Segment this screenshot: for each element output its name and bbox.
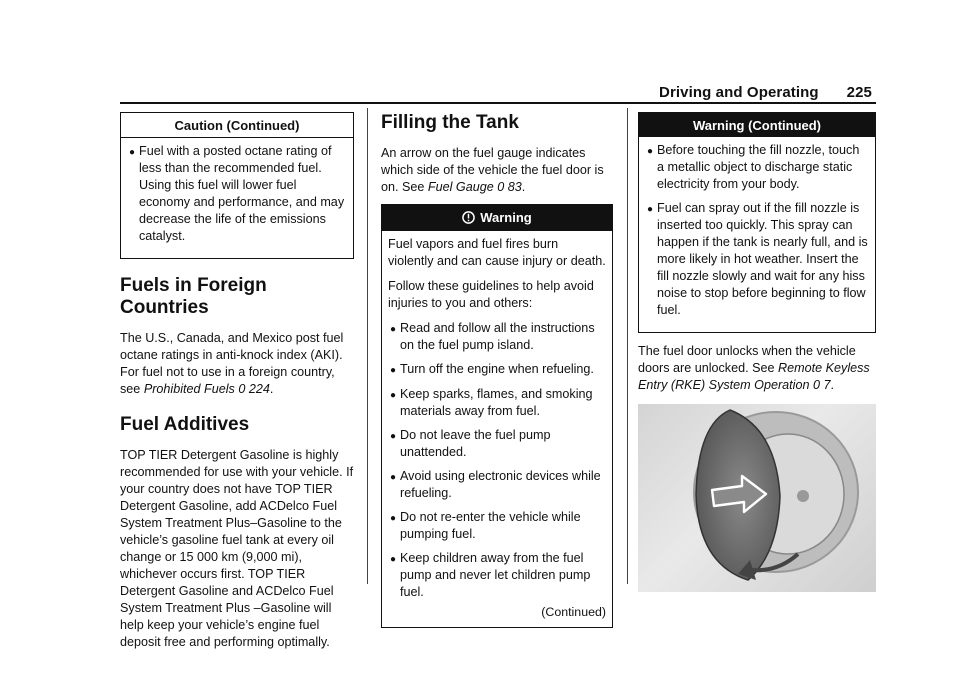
fuel-additives-paragraph: TOP TIER Detergent Gasoline is highly recommended for use with your vehicle. If your country does not have TOP TIER Detergent Gasoline, add ACDelco Fuel System Treatment Plus–Gasoline to the vehicle’s gasoline fuel tank at every oil change or 15 000 km (9,000 mi), whichever occurs first. TOP TIER Detergent Gasoline and ACDelco Fuel System Treatment Plus –Gasoline will help keep your vehicle’s engine fuel deposit free and performing optimally.	[120, 448, 354, 649]
caution-bullet: ● Fuel with a posted octane rating of less than the recommended fuel. Using this fuel will lower fuel economy and performance, and may decrease the life of the emissions catalyst.	[129, 144, 345, 243]
link-fuel-gauge[interactable]: Fuel Gauge	[427, 180, 494, 194]
warning-bullet-list	[388, 320, 606, 601]
bullet-icon: ●	[390, 390, 397, 401]
section-title: Driving and Operating	[659, 84, 819, 101]
page-ref[interactable]: 0 7	[812, 378, 831, 392]
list-item: ● Keep sparks, flames, and smoking materials away from fuel.	[390, 387, 593, 418]
continued-label: (Continued)	[541, 605, 606, 619]
page-number: 225	[846, 84, 872, 101]
warning-icon	[462, 211, 475, 228]
middle-column	[381, 112, 613, 628]
header-rule	[120, 102, 876, 104]
link-remote-keyless-entry[interactable]: Remote Keyless Entry (RKE) System Operation	[638, 361, 870, 392]
fuel-door-photo	[638, 404, 876, 592]
list-item: ● Read and follow all the instructions on the fuel pump island.	[390, 321, 595, 352]
page-ref[interactable]: 0 83	[497, 180, 522, 194]
bullet-icon: ●	[647, 204, 654, 215]
page-ref[interactable]: 0 224	[238, 382, 270, 396]
page-header	[659, 84, 872, 101]
list-item: ● Do not re-enter the vehicle while pumping fuel.	[390, 510, 581, 541]
list-item: ● Turn off the engine when refueling.	[388, 361, 606, 379]
list-item: ● Do not leave the fuel pump unattended.	[390, 428, 551, 459]
bullet-icon: ●	[390, 324, 397, 335]
left-column	[120, 112, 354, 659]
heading-fuel-additives: Fuel Additives	[120, 414, 250, 435]
list-item: ● Fuel can spray out if the fill nozzle is inserted too quickly. This spray can happen if the tank is nearly full, and is more likely in hot weather. Insert the fill nozzle slowly and wait for any hiss noise to stop before beginning to flow fuel.	[647, 201, 868, 317]
bullet-icon: ●	[390, 431, 397, 442]
bullet-icon: ●	[129, 147, 136, 158]
warning-text-1: Fuel vapors and fuel fires burn violently and can cause injury or death.	[388, 237, 606, 268]
warning-box	[381, 204, 613, 628]
bullet-icon: ●	[647, 146, 654, 157]
warning-continued-bullet-list	[645, 142, 869, 319]
warning-continued-box	[638, 112, 876, 333]
bullet-icon: ●	[390, 472, 397, 483]
column-divider-1	[367, 108, 368, 584]
list-item: ● Before touching the fill nozzle, touch a metallic object to discharge static electricity from your body.	[647, 143, 860, 191]
right-column	[638, 112, 876, 592]
bullet-icon: ●	[390, 365, 397, 376]
warning-text-2: Follow these guidelines to help avoid injuries to you and others:	[388, 279, 594, 310]
warning-title: Warning	[382, 205, 612, 231]
column-divider-2	[627, 108, 628, 584]
caution-box	[120, 112, 354, 259]
bullet-icon: ●	[390, 554, 397, 565]
list-item: ● Avoid using electronic devices while refueling.	[390, 469, 601, 500]
foreign-fuels-paragraph: The U.S., Canada, and Mexico post fuel octane ratings in anti-knock index (AKI). For fuel not to use in a foreign country, see Prohibited Fuels 0 224.	[120, 331, 344, 396]
fuel-door-paragraph: The fuel door unlocks when the vehicle doors are unlocked. See Remote Keyless Entry (RKE) System Operation 0 7.	[638, 344, 870, 392]
caution-title: Caution (Continued)	[121, 113, 353, 138]
link-prohibited-fuels[interactable]: Prohibited Fuels	[143, 382, 235, 396]
list-item: ● Keep children away from the fuel pump and never let children pump fuel.	[390, 551, 591, 599]
warning-continued-title: Warning (Continued)	[639, 113, 875, 137]
filling-tank-intro: An arrow on the fuel gauge indicates which side of the vehicle the fuel door is on. See Fuel Gauge 0 83.	[381, 146, 604, 194]
heading-foreign-fuels: Fuels in Foreign Countries	[120, 275, 267, 318]
bullet-icon: ●	[390, 513, 397, 524]
heading-filling-tank: Filling the Tank	[381, 112, 519, 133]
